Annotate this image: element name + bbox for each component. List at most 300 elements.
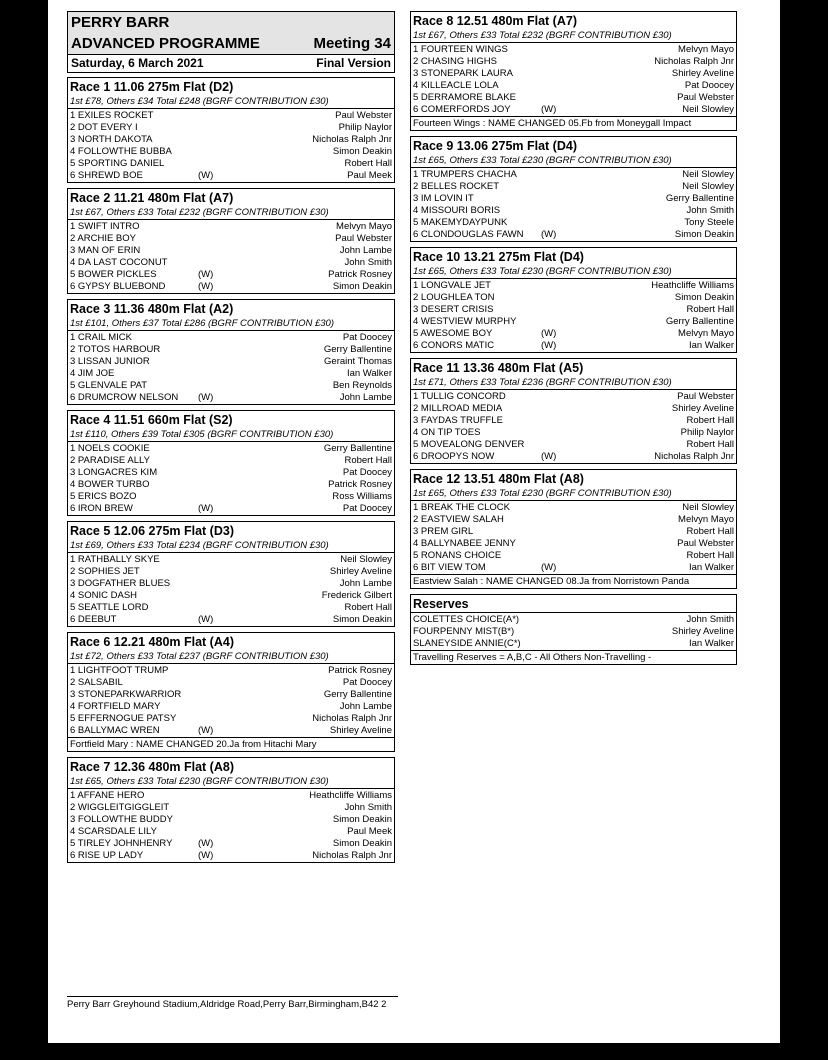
- wide-runner-marker: [198, 110, 236, 122]
- race-prize: 1st £65, Others £33 Total £230 (BGRF CONTRIBUTION £30): [68, 775, 394, 789]
- trainer-name: Shirley Aveline: [671, 403, 734, 414]
- wide-runner-marker: [198, 356, 236, 368]
- runner-row: [68, 281, 394, 293]
- trainer-name: Heathcliffe Williams: [309, 790, 392, 801]
- reserves-box: [410, 594, 737, 665]
- runner-row: [68, 602, 394, 614]
- runner-name: 6 DROOPYS NOW: [413, 451, 495, 462]
- runner-row: [411, 104, 736, 116]
- trainer-name: John Lambe: [339, 245, 392, 256]
- runner-name: 1 TULLIG CONCORD: [413, 391, 506, 402]
- meeting-number: Meeting 34: [313, 35, 391, 52]
- race-card: [67, 188, 395, 294]
- runner-row: [411, 80, 736, 92]
- wide-runner-marker: (W): [198, 269, 214, 280]
- runner-row: [411, 391, 736, 403]
- race-card: [410, 469, 737, 589]
- runner-name: 1 BREAK THE CLOCK: [413, 502, 510, 513]
- runner-row: [68, 221, 394, 233]
- wide-runner-marker: (W): [198, 170, 214, 181]
- runner-row: [68, 332, 394, 344]
- runner-name: 5 SEATTLE LORD: [70, 602, 149, 613]
- runner-name: 3 FAYDAS TRUFFLE: [413, 415, 503, 426]
- runner-row: [411, 316, 736, 328]
- reserve-name: COLETTES CHOICE(A*): [413, 614, 520, 625]
- wide-runner-marker: [198, 602, 236, 614]
- wide-runner-marker: [198, 689, 236, 701]
- runner-row: [68, 245, 394, 257]
- runner-row: [411, 292, 736, 304]
- runner-name: 5 MAKEMYDAYPUNK: [413, 217, 508, 228]
- wide-runner-marker: (W): [198, 503, 214, 514]
- wide-runner-marker: [198, 566, 236, 578]
- runner-row: [411, 328, 736, 340]
- wide-runner-marker: [541, 193, 579, 205]
- runner-name: 2 DOT EVERY I: [70, 122, 138, 133]
- wide-runner-marker: (W): [198, 614, 214, 625]
- wide-runner-marker: [198, 332, 236, 344]
- runner-name: 2 BELLES ROCKET: [413, 181, 500, 192]
- runner-name: 5 AWESOME BOY: [413, 328, 493, 339]
- wide-runner-marker: [198, 245, 236, 257]
- runner-row: [411, 526, 736, 538]
- runner-row: [411, 229, 736, 241]
- wide-runner-marker: (W): [198, 850, 214, 861]
- runner-row: [68, 826, 394, 838]
- trainer-name: Neil Slowley: [682, 181, 734, 192]
- runner-row: [68, 479, 394, 491]
- trainer-name: Simon Deakin: [674, 292, 734, 303]
- meeting-date: Saturday, 6 March 2021: [71, 56, 204, 70]
- runner-row: [411, 56, 736, 68]
- runner-row: [68, 689, 394, 701]
- trainer-name: John Lambe: [339, 578, 392, 589]
- runner-row: [68, 134, 394, 146]
- runner-name: 3 STONEPARKWARRIOR: [70, 689, 182, 700]
- runner-name: 3 PREM GIRL: [413, 526, 474, 537]
- runner-row: [68, 110, 394, 122]
- wide-runner-marker: (W): [198, 725, 214, 736]
- race-note: Eastview Salah : NAME CHANGED 08.Ja from Norristown Panda: [411, 574, 736, 588]
- runner-row: [68, 790, 394, 802]
- trainer-name: John Smith: [686, 205, 734, 216]
- runner-row: [68, 467, 394, 479]
- runner-row: [68, 665, 394, 677]
- wide-runner-marker: [541, 550, 579, 562]
- runner-name: 6 BALLYMAC WREN: [70, 725, 160, 736]
- runner-name: 2 EASTVIEW SALAH: [413, 514, 504, 525]
- runner-row: [68, 701, 394, 713]
- runner-name: 4 ON TIP TOES: [413, 427, 481, 438]
- runner-name: 6 SHREWD BOE: [70, 170, 143, 181]
- runner-name: 1 AFFANE HERO: [70, 790, 145, 801]
- wide-runner-marker: (W): [541, 562, 557, 573]
- wide-runner-marker: [198, 701, 236, 713]
- reserve-row: [411, 626, 736, 638]
- wide-runner-marker: [541, 44, 579, 56]
- trainer-name: Philip Naylor: [338, 122, 392, 133]
- wide-runner-marker: [541, 439, 579, 451]
- race-card: [67, 410, 395, 516]
- wide-runner-marker: [198, 554, 236, 566]
- wide-runner-marker: [541, 403, 579, 415]
- race-card: [67, 299, 395, 405]
- runner-name: 1 FOURTEEN WINGS: [413, 44, 508, 55]
- wide-runner-marker: [198, 814, 236, 826]
- trainer-name: Paul Meek: [347, 826, 392, 837]
- runner-name: 2 SOPHIES JET: [70, 566, 140, 577]
- trainer-name: Melvyn Mayo: [336, 221, 392, 232]
- reserves-note: Travelling Reserves = A,B,C - All Others Non-Travelling -: [411, 650, 736, 664]
- trainer-name: John Smith: [344, 257, 392, 268]
- runner-row: [68, 491, 394, 503]
- runner-name: 4 JIM JOE: [70, 368, 115, 379]
- trainer-name: Paul Meek: [347, 170, 392, 181]
- wide-runner-marker: [541, 169, 579, 181]
- race-title: Race 7 12.36 480m Flat (A8): [70, 760, 234, 774]
- runner-name: 1 EXILES ROCKET: [70, 110, 154, 121]
- reserve-name: FOURPENNY MIST(B*): [413, 626, 515, 637]
- runner-name: 3 NORTH DAKOTA: [70, 134, 153, 145]
- runner-row: [68, 146, 394, 158]
- trainer-name: Simon Deakin: [332, 814, 392, 825]
- runner-name: 4 SCARSDALE LILY: [70, 826, 157, 837]
- trainer-name: Paul Webster: [335, 233, 392, 244]
- trainer-name: Shirley Aveline: [671, 626, 734, 637]
- runner-row: [411, 340, 736, 352]
- trainer-name: Gerry Ballentine: [665, 316, 734, 327]
- wide-runner-marker: [198, 344, 236, 356]
- runner-row: [68, 677, 394, 689]
- wide-runner-marker: [198, 578, 236, 590]
- race-card: [410, 358, 737, 464]
- wide-runner-marker: [541, 217, 579, 229]
- runner-row: [411, 514, 736, 526]
- trainer-name: Philip Naylor: [680, 427, 734, 438]
- race-prize: 1st £65, Others £33 Total £230 (BGRF CONTRIBUTION £30): [411, 487, 736, 501]
- trainer-name: Pat Doocey: [342, 677, 392, 688]
- runner-name: 6 CLONDOUGLAS FAWN: [413, 229, 524, 240]
- runner-row: [68, 269, 394, 281]
- wide-runner-marker: [198, 491, 236, 503]
- race-prize: 1st £101, Others £37 Total £286 (BGRF CONTRIBUTION £30): [68, 317, 394, 331]
- trainer-name: Ben Reynolds: [332, 380, 392, 391]
- runner-name: 4 BOWER TURBO: [70, 479, 150, 490]
- runner-name: 1 CRAIL MICK: [70, 332, 132, 343]
- race-card: [410, 136, 737, 242]
- trainer-name: Robert Hall: [686, 439, 734, 450]
- trainer-name: Heathcliffe Williams: [651, 280, 734, 291]
- trainer-name: Ross Williams: [332, 491, 392, 502]
- wide-runner-marker: [198, 134, 236, 146]
- runner-name: 4 WESTVIEW MURPHY: [413, 316, 517, 327]
- wide-runner-marker: [541, 56, 579, 68]
- runner-name: 6 COMERFORDS JOY: [413, 104, 511, 115]
- runner-row: [68, 455, 394, 467]
- runner-name: 5 EFFERNOGUE PATSY: [70, 713, 177, 724]
- trainer-name: Neil Slowley: [340, 554, 392, 565]
- trainer-name: Pat Doocey: [684, 80, 734, 91]
- programme-page: [48, 0, 780, 1043]
- runner-name: 1 TRUMPERS CHACHA: [413, 169, 517, 180]
- wide-runner-marker: (W): [541, 340, 557, 351]
- runner-row: [411, 205, 736, 217]
- runner-row: [411, 550, 736, 562]
- wide-runner-marker: (W): [541, 451, 557, 462]
- race-prize: 1st £67, Others £33 Total £232 (BGRF CONTRIBUTION £30): [68, 206, 394, 220]
- runner-row: [68, 614, 394, 626]
- race-card: [67, 632, 395, 752]
- runner-row: [411, 68, 736, 80]
- runner-row: [68, 344, 394, 356]
- runner-name: 3 STONEPARK LAURA: [413, 68, 513, 79]
- wide-runner-marker: (W): [198, 281, 214, 292]
- runner-name: 2 WIGGLEITGIGGLEIT: [70, 802, 170, 813]
- trainer-name: Ian Walker: [688, 340, 734, 351]
- runner-row: [68, 356, 394, 368]
- wide-runner-marker: [198, 713, 236, 725]
- runner-row: [411, 502, 736, 514]
- runner-name: 6 BIT VIEW TOM: [413, 562, 486, 573]
- trainer-name: Simon Deakin: [332, 614, 392, 625]
- wide-runner-marker: (W): [541, 104, 557, 115]
- runner-name: 2 MILLROAD MEDIA: [413, 403, 503, 414]
- runner-name: 1 SWIFT INTRO: [70, 221, 140, 232]
- runner-row: [411, 181, 736, 193]
- trainer-name: Robert Hall: [686, 550, 734, 561]
- runner-row: [411, 403, 736, 415]
- trainer-name: Ian Walker: [688, 562, 734, 573]
- trainer-name: Patrick Rosney: [328, 665, 392, 676]
- wide-runner-marker: [541, 514, 579, 526]
- trainer-name: Nicholas Ralph Jnr: [312, 850, 392, 861]
- trainer-name: Simon Deakin: [674, 229, 734, 240]
- runner-name: 3 DOGFATHER BLUES: [70, 578, 171, 589]
- trainer-name: Melvyn Mayo: [678, 514, 734, 525]
- wide-runner-marker: [541, 205, 579, 217]
- race-card: [67, 757, 395, 863]
- race-prize: 1st £78, Others £34 Total £248 (BGRF CONTRIBUTION £30): [68, 95, 394, 109]
- wide-runner-marker: [198, 677, 236, 689]
- wide-runner-marker: [541, 427, 579, 439]
- runner-row: [411, 304, 736, 316]
- wide-runner-marker: (W): [541, 229, 557, 240]
- runner-name: 4 BALLYNABEE JENNY: [413, 538, 516, 549]
- race-prize: 1st £65, Others £33 Total £230 (BGRF CONTRIBUTION £30): [411, 265, 736, 279]
- wide-runner-marker: [198, 455, 236, 467]
- race-prize: 1st £72, Others £33 Total £237 (BGRF CONTRIBUTION £30): [68, 650, 394, 664]
- runner-name: 3 MAN OF ERIN: [70, 245, 141, 256]
- runner-name: 6 CONORS MATIC: [413, 340, 495, 351]
- runner-name: 2 PARADISE ALLY: [70, 455, 150, 466]
- trainer-name: Neil Slowley: [682, 169, 734, 180]
- runner-name: 5 BOWER PICKLES: [70, 269, 157, 280]
- trainer-name: Paul Webster: [677, 92, 734, 103]
- runner-name: 6 DRUMCROW NELSON: [70, 392, 179, 403]
- runner-row: [68, 554, 394, 566]
- runner-name: 6 GYPSY BLUEBOND: [70, 281, 166, 292]
- runner-name: 6 IRON BREW: [70, 503, 133, 514]
- race-note: Fourteen Wings : NAME CHANGED 05.Fb from Moneygall Impact: [411, 116, 736, 130]
- wide-runner-marker: [198, 233, 236, 245]
- runner-row: [68, 443, 394, 455]
- runner-row: [411, 439, 736, 451]
- trainer-name: John Smith: [344, 802, 392, 813]
- trainer-name: Robert Hall: [344, 158, 392, 169]
- runner-name: 3 IM LOVIN IT: [413, 193, 474, 204]
- race-prize: 1st £65, Others £33 Total £230 (BGRF CONTRIBUTION £30): [411, 154, 736, 168]
- runner-row: [68, 233, 394, 245]
- trainer-name: Pat Doocey: [342, 503, 392, 514]
- trainer-name: Patrick Rosney: [328, 269, 392, 280]
- race-prize: 1st £69, Others £33 Total £234 (BGRF CONTRIBUTION £30): [68, 539, 394, 553]
- runner-row: [68, 257, 394, 269]
- wide-runner-marker: [541, 92, 579, 104]
- trainer-name: Simon Deakin: [332, 281, 392, 292]
- reserves-title: Reserves: [411, 595, 736, 613]
- wide-runner-marker: [541, 526, 579, 538]
- runner-name: 5 RONANS CHOICE: [413, 550, 502, 561]
- trainer-name: Pat Doocey: [342, 332, 392, 343]
- race-prize: 1st £110, Others £39 Total £305 (BGRF CONTRIBUTION £30): [68, 428, 394, 442]
- runner-row: [68, 725, 394, 737]
- trainer-name: Nicholas Ralph Jnr: [312, 713, 392, 724]
- runner-name: 1 RATHBALLY SKYE: [70, 554, 160, 565]
- trainer-name: Robert Hall: [686, 526, 734, 537]
- trainer-name: Paul Webster: [677, 538, 734, 549]
- runner-row: [411, 538, 736, 550]
- trainer-name: John Lambe: [339, 701, 392, 712]
- wide-runner-marker: [198, 368, 236, 380]
- wide-runner-marker: [541, 316, 579, 328]
- right-column: [410, 11, 737, 670]
- trainer-name: Gerry Ballentine: [323, 443, 392, 454]
- runner-name: 1 LONGVALE JET: [413, 280, 491, 291]
- trainer-name: Gerry Ballentine: [665, 193, 734, 204]
- version-label: Final Version: [316, 56, 391, 70]
- race-title: Race 3 11.36 480m Flat (A2): [70, 302, 234, 316]
- runner-name: 4 FORTFIELD MARY: [70, 701, 161, 712]
- race-card: [67, 521, 395, 627]
- runner-name: 5 GLENVALE PAT: [70, 380, 148, 391]
- race-title: Race 8 12.51 480m Flat (A7): [413, 14, 577, 28]
- trainer-name: Ian Walker: [688, 638, 734, 649]
- runner-name: 2 LOUGHLEA TON: [413, 292, 495, 303]
- trainer-name: Robert Hall: [686, 304, 734, 315]
- runner-row: [68, 578, 394, 590]
- runner-row: [68, 503, 394, 515]
- wide-runner-marker: [198, 467, 236, 479]
- runner-row: [68, 158, 394, 170]
- runner-row: [68, 850, 394, 862]
- runner-row: [411, 427, 736, 439]
- runner-row: [411, 193, 736, 205]
- runner-name: 2 ARCHIE BOY: [70, 233, 136, 244]
- trainer-name: Melvyn Mayo: [678, 44, 734, 55]
- trainer-name: Gerry Ballentine: [323, 689, 392, 700]
- runner-row: [68, 814, 394, 826]
- trainer-name: Tony Steele: [684, 217, 734, 228]
- runner-name: 5 ERICS BOZO: [70, 491, 137, 502]
- runner-name: 5 DERRAMORE BLAKE: [413, 92, 516, 103]
- runner-row: [68, 170, 394, 182]
- track-name: PERRY BARR: [71, 14, 170, 31]
- runner-name: 4 DA LAST COCONUT: [70, 257, 168, 268]
- runner-row: [68, 713, 394, 725]
- wide-runner-marker: [541, 181, 579, 193]
- wide-runner-marker: [541, 292, 579, 304]
- trainer-name: Neil Slowley: [682, 104, 734, 115]
- runner-name: 3 FOLLOWTHE BUDDY: [70, 814, 173, 825]
- race-card: [67, 77, 395, 183]
- runner-name: 5 TIRLEY JOHNHENRY: [70, 838, 173, 849]
- wide-runner-marker: [198, 802, 236, 814]
- trainer-name: Shirley Aveline: [329, 725, 392, 736]
- trainer-name: Ian Walker: [346, 368, 392, 379]
- runner-row: [68, 380, 394, 392]
- runner-row: [411, 280, 736, 292]
- wide-runner-marker: [541, 280, 579, 292]
- race-card: [410, 247, 737, 353]
- runner-row: [68, 566, 394, 578]
- wide-runner-marker: [541, 304, 579, 316]
- runner-name: 3 LISSAN JUNIOR: [70, 356, 150, 367]
- trainer-name: Melvyn Mayo: [678, 328, 734, 339]
- reserve-row: [411, 614, 736, 626]
- wide-runner-marker: [541, 80, 579, 92]
- runner-row: [411, 169, 736, 181]
- race-title: Race 11 13.36 480m Flat (A5): [413, 361, 584, 375]
- race-prize: 1st £71, Others £33 Total £236 (BGRF CONTRIBUTION £30): [411, 376, 736, 390]
- runner-row: [68, 802, 394, 814]
- trainer-name: Gerry Ballentine: [323, 344, 392, 355]
- wide-runner-marker: [198, 257, 236, 269]
- wide-runner-marker: [198, 479, 236, 491]
- runner-name: 4 MISSOURI BORIS: [413, 205, 501, 216]
- trainer-name: Neil Slowley: [682, 502, 734, 513]
- trainer-name: Nicholas Ralph Jnr: [654, 451, 734, 462]
- trainer-name: Nicholas Ralph Jnr: [312, 134, 392, 145]
- runner-row: [411, 217, 736, 229]
- trainer-name: John Smith: [686, 614, 734, 625]
- runner-row: [68, 590, 394, 602]
- wide-runner-marker: (W): [198, 838, 214, 849]
- trainer-name: John Lambe: [339, 392, 392, 403]
- runner-name: 3 DESERT CRISIS: [413, 304, 494, 315]
- runner-name: 2 CHASING HIGHS: [413, 56, 497, 67]
- trainer-name: Paul Webster: [677, 391, 734, 402]
- wide-runner-marker: [541, 502, 579, 514]
- race-note: Fortfield Mary : NAME CHANGED 20.Ja from Hitachi Mary: [68, 737, 394, 751]
- runner-row: [68, 368, 394, 380]
- runner-name: 4 SONIC DASH: [70, 590, 138, 601]
- wide-runner-marker: [198, 665, 236, 677]
- trainer-name: Robert Hall: [686, 415, 734, 426]
- left-column: [67, 11, 395, 868]
- programme-header: [67, 11, 395, 73]
- runner-name: 1 NOELS COOKIE: [70, 443, 150, 454]
- runner-row: [411, 562, 736, 574]
- runner-row: [411, 451, 736, 463]
- runner-name: 6 DEEBUT: [70, 614, 117, 625]
- runner-name: 4 KILLEACLE LOLA: [413, 80, 499, 91]
- trainer-name: Simon Deakin: [332, 838, 392, 849]
- race-title: Race 5 12.06 275m Flat (D3): [70, 524, 234, 538]
- wide-runner-marker: [198, 590, 236, 602]
- runner-name: 6 RISE UP LADY: [70, 850, 144, 861]
- wide-runner-marker: [541, 391, 579, 403]
- race-prize: 1st £67, Others £33 Total £232 (BGRF CONTRIBUTION £30): [411, 29, 736, 43]
